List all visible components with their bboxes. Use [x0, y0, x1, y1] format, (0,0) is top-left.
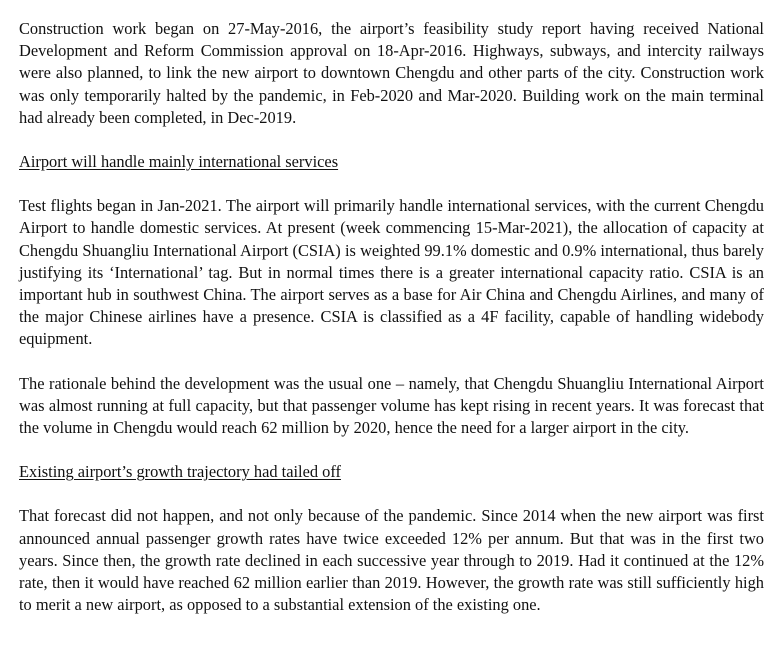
- paragraph-spacer: [19, 173, 764, 195]
- section-heading-growth-trajectory: Existing airport’s growth trajectory had tailed off: [19, 462, 341, 482]
- paragraph-spacer: [19, 439, 764, 461]
- paragraph-forecast: That forecast did not happen, and not only because of the pandemic. Since 2014 when the new airport was first announced annual passenger growth rates have twice exceeded 12% per annum. But that was in the first two years. Since then, the growth rate declined in each successive year through to 2019. Had it continued at the 12% rate, then it would have reached 62 million earlier than 2019. However, the growth rate was still sufficiently high to merit a new airport, as opposed to a substantial extension of the existing one.: [19, 506, 764, 615]
- paragraph-rationale: The rationale behind the development was the usual one – namely, that Chengdu Shuangliu International Airport was almost running at full capacity, but that passenger volume has kept rising in recent years. It was forecast that the volume in Chengdu would reach 62 million by 2020, hence the need for a larger airport in the city.: [19, 373, 764, 438]
- section-heading-international-services: Airport will handle mainly international services: [19, 152, 339, 172]
- paragraph-test-flights: Test flights began in Jan-2021. The airport will primarily handle international services, with the current Chengdu Airport to handle domestic services. At present (week commencing 15-Mar-2021), the allocation of capacity at Chengdu Shuangliu International Airport (CSIA) is weighted 99.1% domestic and 0.9% international, thus barely justifying its ‘International’ tag. But in normal times there is a greater international capacity ratio. CSIA is an important hub in southwest China. The airport serves as a base for Air China and Chengdu Airlines, and many of the major Chinese airlines have a presence. CSIA is classified as a 4F facility, capable of handling widebody equipment.: [19, 196, 764, 349]
- paragraph-spacer: [19, 129, 764, 151]
- paragraph-spacer: [19, 483, 764, 505]
- paragraph-spacer: [19, 351, 764, 373]
- paragraph-construction: Construction work began on 27-May-2016, the airport’s feasibility study report having received National Development and Reform Commission approval on 18-Apr-2016. Highways, subways, and intercity railways were also planned, to link the new airport to downtown Chengdu and other parts of the city. Construction work was only temporarily halted by the pandemic, in Feb-2020 and Mar-2020. Building work on the main terminal had already been completed, in Dec-2019.: [19, 19, 764, 127]
